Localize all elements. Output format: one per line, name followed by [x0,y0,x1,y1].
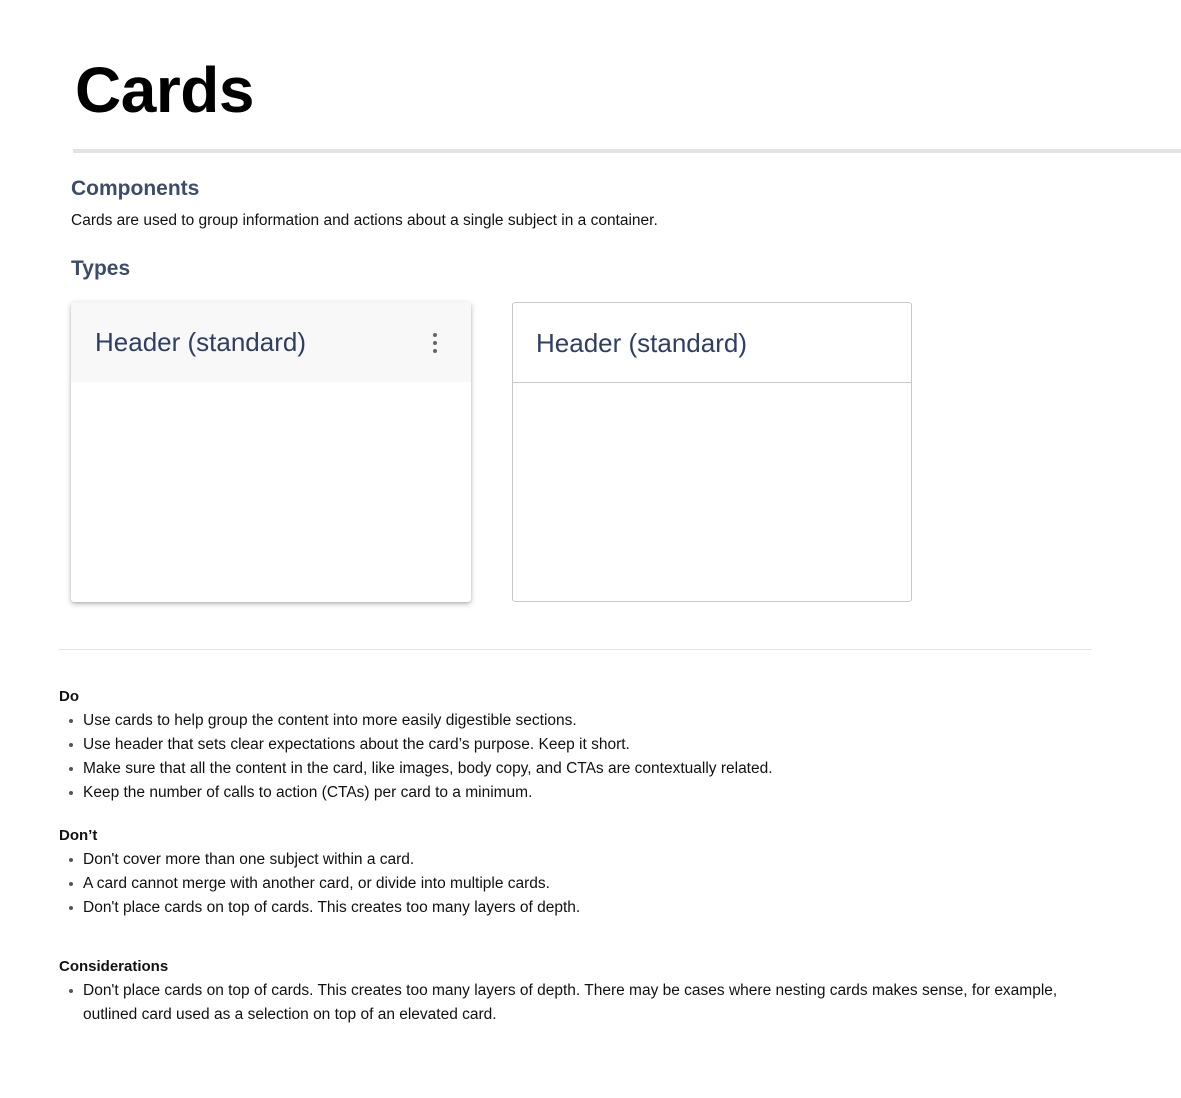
card-header-title: Header (standard) [536,327,747,358]
list-item: Use header that sets clear expectations about the card’s purpose. Keep it short. [59,733,1099,757]
do-section [59,687,1099,805]
elevated-card [71,302,471,602]
dont-list [59,848,1099,920]
considerations-label: Considerations [59,958,169,975]
outlined-card [512,302,912,602]
list-item: Keep the number of calls to action (CTAs) per card to a minimum. [59,781,1099,805]
types-heading: Types [71,257,131,280]
card-header [71,302,471,382]
title-divider [73,149,1181,153]
considerations-section [59,957,1099,1027]
card-header-title: Header (standard) [95,327,306,357]
do-label: Do [59,688,79,705]
more-vert-icon[interactable] [427,333,443,353]
list-item: A card cannot merge with another card, or divide into multiple cards. [59,872,1099,896]
dont-section [59,826,1099,920]
section-divider [59,649,1092,650]
components-heading: Components [71,177,200,200]
list-item: Use cards to help group the content into more easily digestible sections. [59,709,1099,733]
list-item: Make sure that all the content in the card, like images, body copy, and CTAs are contextually related. [59,757,1099,781]
list-item: Don't place cards on top of cards. This creates too many layers of depth. [59,896,1099,920]
page-title: Cards [75,54,254,126]
considerations-list [59,979,1099,1027]
components-description: Cards are used to group information and actions about a single subject in a container. [71,212,658,229]
dont-label: Don’t [59,827,98,844]
do-list [59,709,1099,805]
list-item: Don't cover more than one subject within a card. [59,848,1099,872]
card-header [513,303,911,383]
list-item: Don't place cards on top of cards. This creates too many layers of depth. There may be cases where nesting cards makes sense, for example, outlined card used as a selection on top of an elevated card. [59,979,1099,1027]
